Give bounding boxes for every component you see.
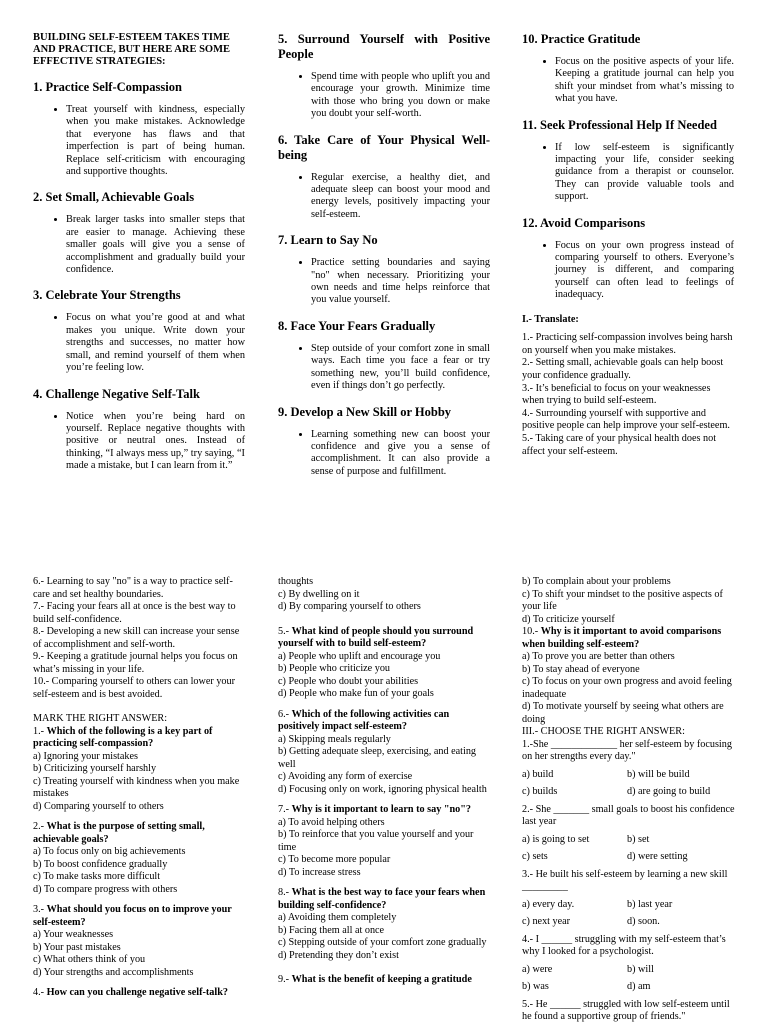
mark-q10: 10.- Why is it important to avoid comparisons when building self-esteem? <box>522 626 722 650</box>
translate-item-3: 3.- It’s beneficial to focus on your weaknesses when trying to build self-esteem. <box>522 382 711 407</box>
choose-q5: 5.- He ______ struggled with low self-esteem until he found a supportive group of friends." <box>522 998 730 1022</box>
strategy-1-text: • Treat yourself with kindness, especially when you make mistakes. Acknowledge that everyone has flaws and that imperfection is part of being human. Replace self-criticism with encouraging and supportive thoughts. <box>66 104 245 178</box>
choose-q4: 4.- I ______ struggling with my self-esteem that’s why I looked for a psychologist. <box>522 933 726 957</box>
strategy-7-title: 7. Learn to Say No <box>278 233 378 248</box>
strategy-5-title: 5. Surround Yourself with Positive People <box>278 32 490 61</box>
strategy-2-title: 2. Set Small, Achievable Goals <box>33 190 195 205</box>
choose-q3: 3.- He built his self-esteem by learning a new skill _________ <box>522 868 728 892</box>
translate-item-1: 1.- Practicing self-compassion involves being harsh on yourself when you make mistakes. <box>522 332 733 356</box>
choose-q1: 1.-She _____________ her self-esteem by focusing on her strengths every day." <box>522 738 732 762</box>
mark-q6-c: c) Avoiding any form of exercise <box>278 771 413 782</box>
mark-q4-tail-1: thoughts <box>278 576 314 587</box>
mark-q3: 3.- What should you focus on to improve your self-esteem? <box>33 904 232 928</box>
strategy-12-title: 12. Avoid Comparisons <box>522 215 646 230</box>
strategy-4-text: • Notice when you’re being hard on yourself. Replace negative thoughts with positive or neutral ones. Instead of thinking, “I always mess up,” try saying, “I made a mistake, but I can learn from it.” <box>66 411 245 473</box>
mark-q5-a: a) People who uplift and encourage you <box>278 650 441 662</box>
translate-item-7: 7.- Facing your fears all at once is the best way to build self-confidence. <box>33 601 236 625</box>
exercises-col-1 <box>33 576 245 1000</box>
choose-q1-row-1: a) build b) will be build <box>522 768 690 780</box>
translate-title: I.- Translate: <box>522 313 579 325</box>
mark-q1-c: c) Treating yourself with kindness when you make mistakes <box>33 775 240 799</box>
mark-q5-c: c) People who doubt your abilities <box>278 675 419 687</box>
strategy-10-title: 10. Practice Gratitude <box>522 32 641 46</box>
strategies-col-2 <box>278 32 490 490</box>
mark-q6: 6.- Which of the following activities can positively impact self-esteem? <box>278 708 450 732</box>
mark-q7-b: b) To reinforce that you value yourself and your time <box>278 829 474 853</box>
mark-q7-c: c) To become more popular <box>278 854 391 865</box>
strategy-5-text: • Spend time with people who uplift you and encourage your growth. Minimize time with those who bring you down or make you doubt your self-worth. <box>311 71 490 121</box>
choose-q4-row-2: b) was d) am <box>522 981 651 992</box>
choose-q2: 2.- She _______ small goals to boost his confidence last year <box>522 803 735 827</box>
choose-q1-row-2: c) builds d) are going to build <box>522 786 711 797</box>
choose-q2-row-2: c) sets d) were setting <box>522 851 688 862</box>
mark-q1-a: a) Ignoring your mistakes <box>33 750 138 762</box>
exercises-col-3 <box>522 576 740 1024</box>
mark-q8-b: b) Facing them all at once <box>278 924 385 936</box>
mark-q7-a: a) To avoid helping others <box>278 816 385 828</box>
translate-item-9: 9.- Keeping a gratitude journal helps you focus on what’s missing in your life. <box>33 651 238 675</box>
mark-q8-c: c) Stepping outside of your comfort zone gradually <box>278 937 487 948</box>
choose-q2-row-1: a) is going to set b) set <box>522 833 650 845</box>
strategy-9-title: 9. Develop a New Skill or Hobby <box>278 404 452 419</box>
choose-q4-row-1: a) were b) will <box>522 963 654 975</box>
mark-q5-d: d) People who make fun of your goals <box>278 688 434 699</box>
mark-q7: 7.- Why is it important to learn to say "no"? <box>278 804 471 815</box>
mark-q2-a: a) To focus only on big achievements <box>33 846 186 857</box>
mark-q8-a: a) Avoiding them completely <box>278 912 397 923</box>
mark-q8-d: d) Pretending they don’t exist <box>278 949 399 961</box>
strategy-12-text: • Focus on your own progress instead of comparing yourself to others. Everyone’s journey is different, and comparing yourself can often lead to feelings of inadequacy. <box>555 240 734 302</box>
choose-title: III.- CHOOSE THE RIGHT ANSWER: <box>522 726 685 737</box>
strategy-6-text: • Regular exercise, a healthy diet, and adequate sleep can boost your mood and energy levels, positively impacting your self-esteem. <box>311 172 490 222</box>
mark-title: MARK THE RIGHT ANSWER: <box>33 713 168 724</box>
mark-q6-a: a) Skipping meals regularly <box>278 733 391 745</box>
translate-item-4: 4.- Surrounding yourself with supportive and positive people can help improve your self-esteem. <box>522 407 730 432</box>
mark-q9-tail-1: b) To complain about your problems <box>522 576 671 587</box>
strategy-11-title: 11. Seek Professional Help If Needed <box>522 117 717 132</box>
mark-q10-d: d) To motivate yourself by seeing what others are doing <box>522 701 724 725</box>
mark-q2-d: d) To compare progress with others <box>33 883 178 895</box>
strategy-3-text: • Focus on what you’re good at and what makes you unique. Write down your strengths and successes, no matter how small, and remind yourself of them when you’re feeling low. <box>66 312 245 374</box>
translate-item-10: 10.- Comparing yourself to others can lower your self-esteem and is best avoided. <box>33 676 236 700</box>
strategy-11-text: • If low self-esteem is significantly impacting your life, consider seeking guidance from a therapist or counselor. They can provide valuable tools and support. <box>555 142 734 204</box>
mark-q7-d: d) To increase stress <box>278 866 361 878</box>
mark-q8: 8.- What is the best way to face your fears when building self-confidence? <box>278 887 486 911</box>
mark-q3-d: d) Your strengths and accomplishments <box>33 966 194 978</box>
strategy-9-text: • Learning something new can boost your confidence and give you a sense of accomplishment. It can also provide a sense of purpose and fulfillment. <box>311 429 490 479</box>
mark-q1: 1.- Which of the following is a key part of practicing self-compassion? <box>33 725 213 749</box>
mark-q2-b: b) To boost confidence gradually <box>33 858 168 870</box>
translate-item-8: 8.- Developing a new skill can increase your sense of accomplishment and self-worth. <box>33 626 240 650</box>
mark-q5-b: b) People who criticize you <box>278 663 391 674</box>
mark-q3-a: a) Your weaknesses <box>33 929 114 940</box>
intro-heading: BUILDING SELF-ESTEEM TAKES TIME AND PRACTICE, BUT HERE ARE SOME EFFECTIVE STRATEGIES: <box>33 32 231 67</box>
strategy-8-title: 8. Face Your Fears Gradually <box>278 318 436 333</box>
mark-q3-b: b) Your past mistakes <box>33 941 121 953</box>
translate-item-6: 6.- Learning to say "no" is a way to practice self-care and set healthy boundaries. <box>33 576 233 600</box>
exercises-col-2 <box>278 576 490 987</box>
mark-q10-c: c) To focus on your own progress and avoid feeling inadequate <box>522 676 732 700</box>
mark-q9: 9.- What is the benefit of keeping a gratitude <box>278 974 472 985</box>
strategies-col-3 <box>522 32 734 458</box>
choose-q3-row-1: a) every day. b) last year <box>522 898 673 910</box>
strategy-2-text: • Break larger tasks into smaller steps that are easier to manage. Achieving these smaller goals will give you a sense of accomplishment and gradually build your confidence. <box>66 214 245 276</box>
strategy-6-title: 6. Take Care of Your Physical Well-being <box>278 132 490 162</box>
translate-item-5: 5.- Taking care of your physical health does not affect your self-esteem. <box>522 433 717 457</box>
choose-q3-row-2: c) next year d) soon. <box>522 916 660 927</box>
mark-q6-d: d) Focusing only on work, ignoring physical health <box>278 783 487 795</box>
mark-q9-tail-2: c) To shift your mindset to the positive aspects of your life <box>522 588 723 612</box>
translate-item-2: 2.- Setting small, achievable goals can help boost your confidence gradually. <box>522 357 724 382</box>
mark-q4: 4.- How can you challenge negative self-talk? <box>33 987 228 998</box>
mark-q2-c: c) To make tasks more difficult <box>33 871 161 882</box>
strategy-4-title: 4. Challenge Negative Self-Talk <box>33 386 200 401</box>
mark-q6-b: b) Getting adequate sleep, exercising, and eating well <box>278 746 477 770</box>
mark-q9-tail-3: d) To criticize yourself <box>522 613 615 625</box>
mark-q3-c: c) What others think of you <box>33 954 146 965</box>
strategies-col-1 <box>33 32 245 485</box>
mark-q1-b: b) Criticizing yourself harshly <box>33 763 157 774</box>
mark-q10-a: a) To prove you are better than others <box>522 651 675 662</box>
strategy-8-text: • Step outside of your comfort zone in small ways. Each time you face a fear or try something new, you’ll build confidence, even if things don’t go perfectly. <box>311 343 490 393</box>
mark-q1-d: d) Comparing yourself to others <box>33 800 164 812</box>
mark-q10-b: b) To stay ahead of everyone <box>522 663 640 675</box>
strategy-10-text: • Focus on the positive aspects of your life. Keeping a gratitude journal can help you shift your mindset from what’s missing to what you have. <box>555 56 734 106</box>
mark-q2: 2.- What is the purpose of setting small, achievable goals? <box>33 821 205 845</box>
mark-q4-tail-3: d) By comparing yourself to others <box>278 601 421 612</box>
strategy-7-text: • Practice setting boundaries and saying "no" when necessary. Prioritizing your own needs and time helps reinforce that you value yourself. <box>311 257 490 307</box>
mark-q5: 5.- What kind of people should you surround yourself with to build self-esteem? <box>278 625 474 649</box>
strategy-3-title: 3. Celebrate Your Strengths <box>33 288 181 303</box>
mark-q4-tail-2: c) By dwelling on it <box>278 588 360 600</box>
strategy-1-title: 1. Practice Self-Compassion <box>33 80 182 94</box>
